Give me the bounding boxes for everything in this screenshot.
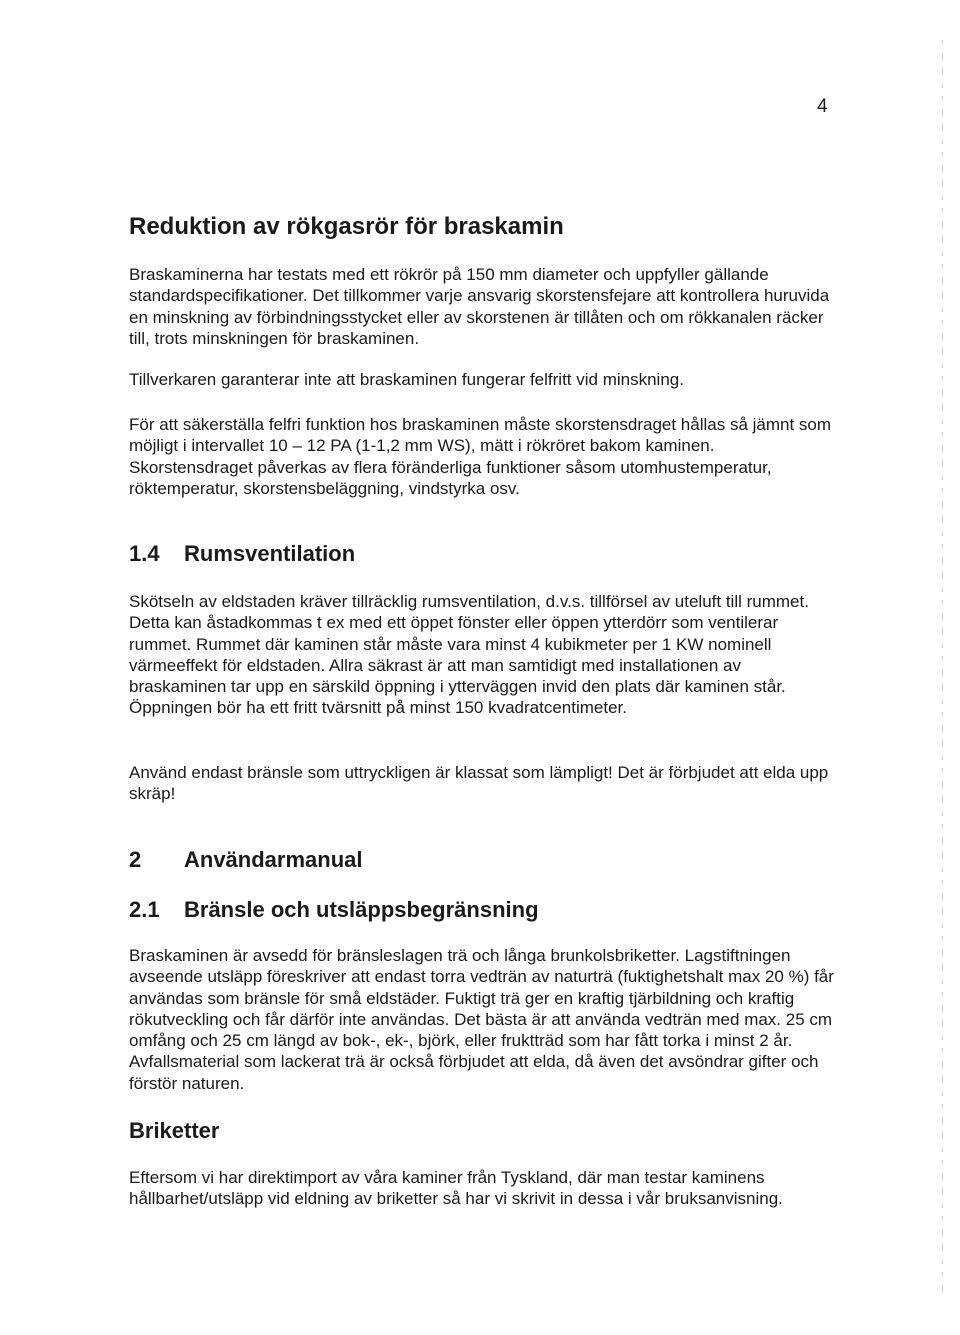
paragraph-reduktion-1: Braskaminerna har testats med ett rökrör på 150 mm diameter och uppfyller gällande standardspecifikationer. Det tillkommer varje ansvarig skorstensfejare att kontrollera huruvida en minskning av förbindningsstycket eller av skorstenen är tillåten och om rökkanalen räcker till, trots minskningen för braskaminen. [129, 265, 830, 348]
section-title: Rumsventilation [184, 541, 356, 566]
section-number: 1.4 [129, 541, 160, 566]
page-number: 4 [817, 96, 828, 117]
paragraph-bransle-1: Braskaminen är avsedd för bränsleslagen trä och långa brunkolsbriketter. Lagstiftningen avseende utsläpp föreskriver att endast torra vedträn av naturträ (fuktighetshalt max 20 %) får användas som bränsle för små eldstäder. Fuktigt trä ger en kraftig tjärbildning och kraftig rökutveckling och får därför inte användas. Det bästa är att använda vedträn med max. 25 cm omfång och 25 cm längd av bok-, ek-, björk, eller fruktträd som har fått torka i minst 2 år. Avfallsmaterial som lackerat trä är också förbjudet att elda, då även det avsöndrar gifter och förstör naturen. [129, 946, 834, 1093]
heading-briketter: Briketter [129, 1118, 220, 1143]
paragraph-rumsventilation-2: Använd endast bränsle som uttryckligen är klassat som lämpligt! Det är förbjudet att elda upp skräp! [129, 763, 829, 804]
paragraph-briketter-1: Eftersom vi har direktimport av våra kaminer från Tyskland, där man testar kaminens hållbarhet/utsläpp vid eldning av briketter så har vi skrivit in dessa i vår bruksanvisning. [129, 1168, 783, 1209]
section-number: 2.1 [129, 897, 160, 922]
heading-anvandarmanual [129, 847, 839, 873]
paragraph-reduktion-2: Tillverkaren garanterar inte att braskaminen fungerar felfritt vid minskning. [129, 370, 684, 389]
heading-bransle [129, 897, 839, 923]
paragraph-reduktion-3: För att säkerställa felfri funktion hos braskaminen måste skorstensdraget hållas så jämnt som möjligt i intervallet 10 – 12 PA (1-1,2 mm WS), mätt i rökröret bakom kaminen. Skorstensdraget påverkas av flera föränderliga funktioner såsom utomhustemperatur, röktemperatur, skorstensbeläggning, vindstyrka osv. [129, 415, 832, 498]
scan-edge-line [942, 40, 943, 1300]
heading-reduktion: Reduktion av rökgasrör för braskamin [129, 213, 564, 240]
section-number: 2 [129, 847, 142, 872]
paragraph-rumsventilation-1: Skötseln av eldstaden kräver tillräcklig rumsventilation, d.v.s. tillförsel av uteluft till rummet. Detta kan åstadkommas t ex med ett öppet fönster eller öppen ytterdörr som ventilerar rummet. Rummet där kaminen står måste vara minst 4 kubikmeter per 1 KW nominell värmeeffekt för eldstaden. Allra säkrast är att man samtidigt med installationen av braskaminen tar upp en särskild öppning i ytterväggen invid den plats där kaminen står. Öppningen bör ha ett fritt tvärsnitt på minst 150 kvadratcentimeter. [129, 592, 809, 718]
section-title: Användarmanual [184, 847, 363, 872]
heading-rumsventilation [129, 541, 839, 567]
section-title: Bränsle och utsläppsbegränsning [184, 897, 539, 922]
